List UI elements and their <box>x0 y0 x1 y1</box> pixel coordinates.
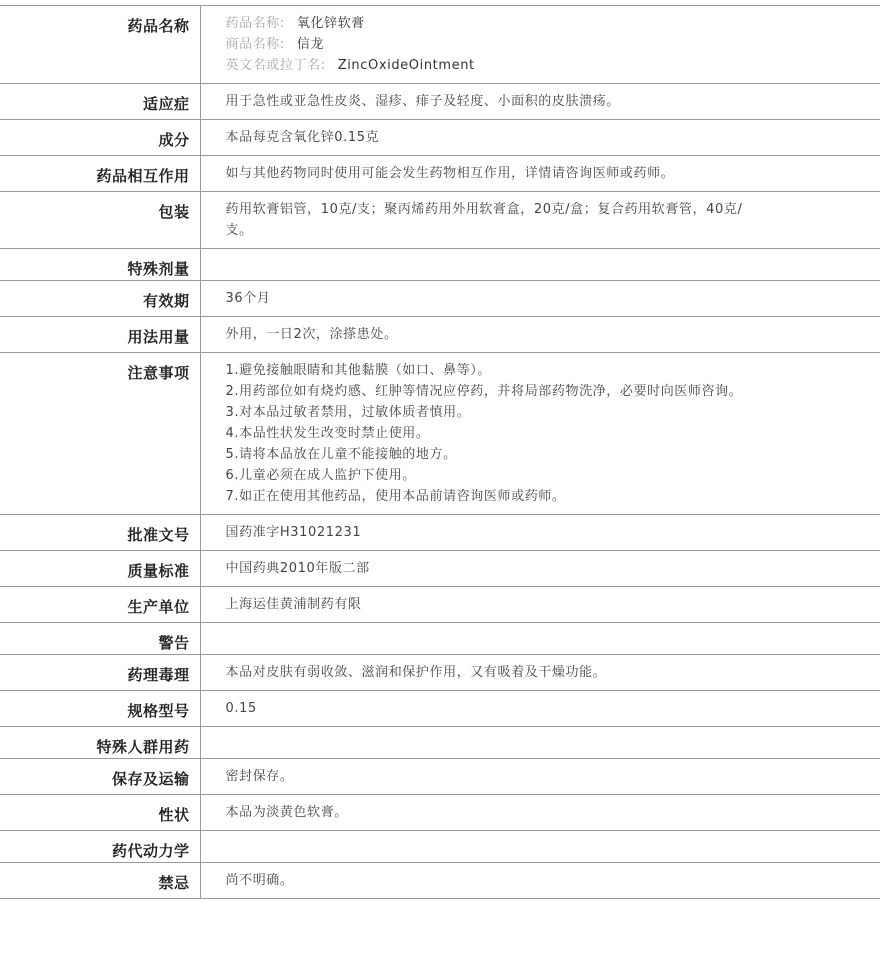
row-approval-number <box>0 515 880 551</box>
drug-info-table <box>0 5 880 899</box>
row-label: 药理毒理 <box>0 655 200 691</box>
row-label: 质量标准 <box>0 551 200 587</box>
row-value: 上海运佳黄浦制药有限 <box>200 587 880 623</box>
row-value: 外用，一日2次，涂搽患处。 <box>200 317 880 353</box>
row-label: 性状 <box>0 795 200 831</box>
trade-name-value: 信龙 <box>296 37 325 52</box>
row-value: 药用软膏铝管，10克/支；聚丙烯药用外用软膏盒，20克/盒；复合药用软膏管，40克/支。 <box>225 202 743 238</box>
row-drug-name <box>0 6 880 84</box>
row-label: 禁忌 <box>0 863 200 899</box>
row-value: 本品为淡黄色软膏。 <box>200 795 880 831</box>
row-usage <box>0 317 880 353</box>
row-warning <box>0 623 880 655</box>
row-special-dosage <box>0 249 880 281</box>
row-appearance <box>0 795 880 831</box>
row-value: 36个月 <box>200 281 880 317</box>
row-pharmacology <box>0 655 880 691</box>
generic-name-value: 氧化锌软膏 <box>296 16 365 31</box>
row-value: 如与其他药物同时使用可能会发生药物相互作用，详情请咨询医师或药师。 <box>200 156 880 192</box>
row-label: 注意事项 <box>0 353 200 515</box>
row-value: 用于急性或亚急性皮炎、湿疹、痱子及轻度、小面积的皮肤溃疡。 <box>200 84 880 120</box>
packaging-cell <box>200 192 880 249</box>
row-ingredients <box>0 120 880 156</box>
english-name-line <box>226 55 871 76</box>
row-manufacturer <box>0 587 880 623</box>
row-value: 密封保存。 <box>200 759 880 795</box>
row-value <box>200 831 880 863</box>
row-value: 尚不明确。 <box>200 863 880 899</box>
trade-name-line <box>226 34 871 55</box>
row-label: 药品名称 <box>0 6 200 84</box>
row-value <box>200 727 880 759</box>
english-name-value: ZincOxideOintment <box>337 58 475 73</box>
row-label: 成分 <box>0 120 200 156</box>
row-special-population <box>0 727 880 759</box>
caution-item: 5.请将本品放在儿童不能接触的地方。 <box>225 447 457 462</box>
generic-name-line <box>226 13 871 34</box>
row-value: 本品每克含氧化锌0.15克 <box>200 120 880 156</box>
row-label: 规格型号 <box>0 691 200 727</box>
row-specification <box>0 691 880 727</box>
row-label: 特殊剂量 <box>0 249 200 281</box>
row-packaging <box>0 192 880 249</box>
row-pharmacokinetics <box>0 831 880 863</box>
row-cautions <box>0 353 880 515</box>
english-name-key: 英文名或拉丁名: <box>225 58 326 73</box>
row-storage <box>0 759 880 795</box>
caution-item: 3.对本品过敏者禁用，过敏体质者慎用。 <box>225 405 471 420</box>
row-value: 中国药典2010年版二部 <box>200 551 880 587</box>
row-shelf-life <box>0 281 880 317</box>
caution-item: 7.如正在使用其他药品，使用本品前请咨询医师或药师。 <box>225 489 566 504</box>
caution-item: 6.儿童必须在成人监护下使用。 <box>225 468 416 483</box>
row-quality-standard <box>0 551 880 587</box>
row-label: 适应症 <box>0 84 200 120</box>
row-value <box>200 249 880 281</box>
row-indications <box>0 84 880 120</box>
row-label: 包装 <box>0 192 200 249</box>
trade-name-key: 商品名称: <box>225 37 285 52</box>
row-value: 0.15 <box>200 691 880 727</box>
row-label: 生产单位 <box>0 587 200 623</box>
row-value: 国药准字H31021231 <box>200 515 880 551</box>
generic-name-key: 药品名称: <box>225 16 285 31</box>
row-label: 药代动力学 <box>0 831 200 863</box>
row-label: 用法用量 <box>0 317 200 353</box>
row-interactions <box>0 156 880 192</box>
row-label: 药品相互作用 <box>0 156 200 192</box>
caution-item: 4.本品性状发生改变时禁止使用。 <box>225 426 430 441</box>
caution-item: 2.用药部位如有烧灼感、红肿等情况应停药，并将局部药物洗净，必要时向医师咨询。 <box>225 384 743 399</box>
cautions-cell <box>200 353 880 515</box>
row-label: 特殊人群用药 <box>0 727 200 759</box>
row-label: 批准文号 <box>0 515 200 551</box>
row-label: 保存及运输 <box>0 759 200 795</box>
row-value <box>200 623 880 655</box>
row-label: 有效期 <box>0 281 200 317</box>
drug-name-cell <box>200 6 880 84</box>
row-label: 警告 <box>0 623 200 655</box>
caution-item: 1.避免接触眼睛和其他黏膜（如口、鼻等）。 <box>225 363 492 378</box>
row-value: 本品对皮肤有弱收敛、滋润和保护作用，又有吸着及干燥功能。 <box>200 655 880 691</box>
row-contraindications <box>0 863 880 899</box>
